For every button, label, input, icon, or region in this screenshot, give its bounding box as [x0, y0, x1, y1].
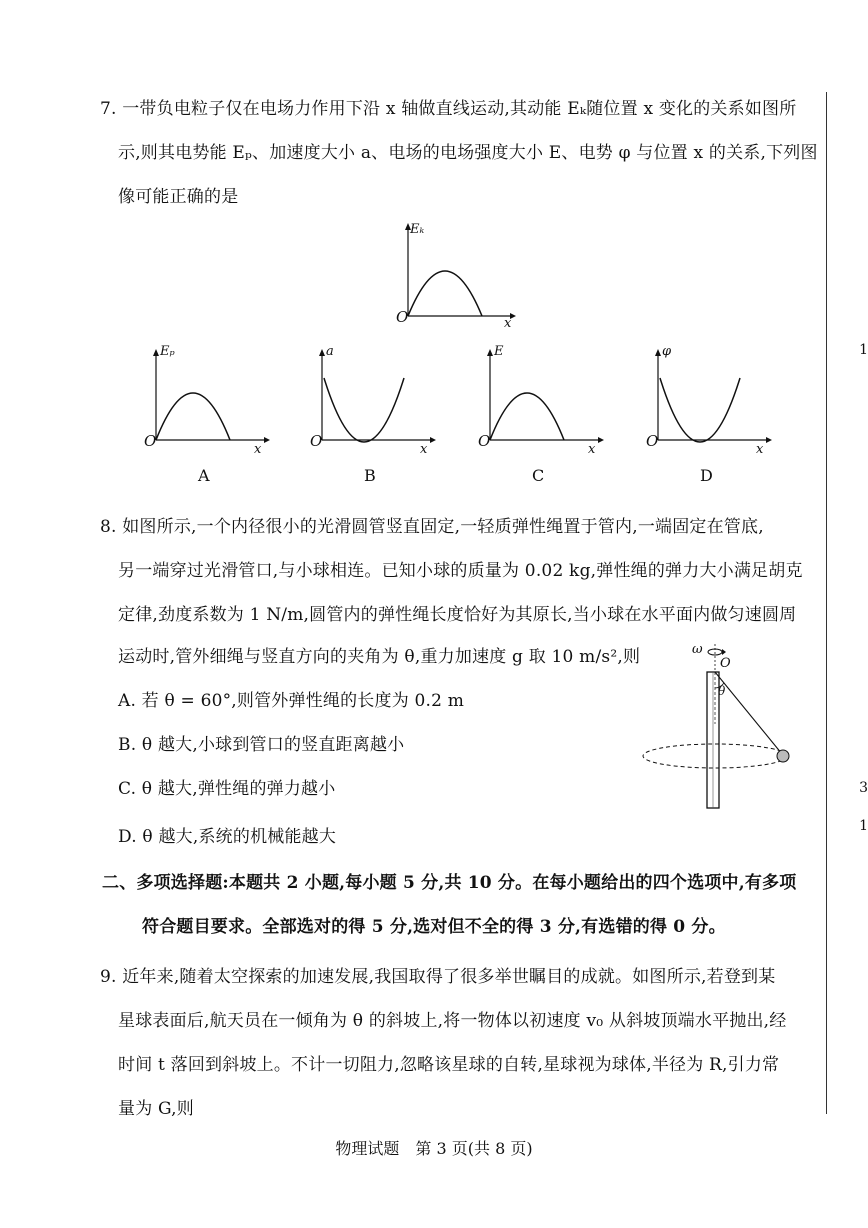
option-xlabel: x — [420, 442, 428, 457]
q8-option-a: A. 若 θ = 60°,则管外弹性绳的长度为 0.2 m — [118, 691, 465, 711]
option-letter-c: C — [532, 466, 545, 485]
section2-heading-line2: 符合题目要求。全部选对的得 5 分,选对但不全的得 3 分,有选错的得 0 分。 — [142, 917, 726, 937]
edge-mark: 1 — [859, 342, 868, 358]
option-graph-a — [140, 346, 272, 450]
tube-figure — [636, 644, 796, 814]
curve-arch — [156, 393, 230, 440]
option-letter-b: B — [364, 466, 376, 485]
option-ylabel: E — [494, 344, 504, 359]
option-ylabel: Eₚ — [160, 344, 175, 359]
page-footer: 物理试题 第 3 页(共 8 页) — [335, 1139, 533, 1158]
option-xlabel: x — [756, 442, 764, 457]
option-graph-d — [642, 346, 774, 450]
q8-line4: 运动时,管外细绳与竖直方向的夹角为 θ,重力加速度 g 取 10 m/s²,则 — [118, 647, 641, 667]
curve-arch — [490, 393, 564, 440]
q9-line3: 时间 t 落回到斜坡上。不计一切阻力,忽略该星球的自转,星球视为球体,半径为 R,引力常 — [118, 1055, 780, 1075]
curve-valley — [324, 378, 404, 442]
option-origin: O — [310, 432, 323, 450]
q8-line1: 8. 如图所示,一个内径很小的光滑圆管竖直固定,一轻质弹性绳置于管内,一端固定在管底, — [100, 517, 764, 537]
edge-mark: 1 — [859, 818, 868, 834]
q8-line3: 定律,劲度系数为 1 N/m,圆管内的弹性绳长度恰好为其原长,当小球在水平面内做匀速圆周 — [118, 605, 797, 625]
edge-mark: 3 — [859, 780, 868, 796]
q9-line2: 星球表面后,航天员在一倾角为 θ 的斜坡上,将一物体以初速度 v₀ 从斜坡顶端水平抛出,经 — [118, 1011, 787, 1031]
option-xlabel: x — [588, 442, 596, 457]
ek-origin: O — [396, 308, 409, 326]
q8-line2: 另一端穿过光滑管口,与小球相连。已知小球的质量为 0.02 kg,弹性绳的弹力大小满足胡克 — [118, 561, 803, 581]
q9-line1: 9. 近年来,随着太空探索的加速发展,我国取得了很多举世瞩目的成就。如图所示,若登到某 — [100, 967, 776, 987]
q7-line1: 7. 一带负电粒子仅在电场力作用下沿 x 轴做直线运动,其动能 Eₖ随位置 x 变化的关系如图所 — [100, 99, 797, 119]
ek-ylabel: Eₖ — [410, 222, 425, 237]
option-letter-d: D — [700, 466, 713, 485]
q7-line3: 像可能正确的是 — [118, 187, 239, 207]
q8-option-d: D. θ 越大,系统的机械能越大 — [118, 827, 337, 847]
option-ylabel: a — [326, 344, 334, 359]
section2-heading-line1: 二、多项选择题:本题共 2 小题,每小题 5 分,共 10 分。在每小题给出的四个选项中,有多项 — [102, 873, 797, 893]
option-origin: O — [478, 432, 491, 450]
q8-option-b: B. θ 越大,小球到管口的竖直距离越小 — [118, 735, 405, 755]
ek-xlabel: x — [504, 316, 512, 331]
omega-label: ω — [692, 642, 703, 657]
option-origin: O — [646, 432, 659, 450]
option-origin: O — [144, 432, 157, 450]
q7-line2: 示,则其电势能 Eₚ、加速度大小 a、电场的电场强度大小 E、电势 φ 与位置 x 的关系,下列图 — [118, 143, 818, 163]
option-letter-a: A — [198, 466, 210, 485]
margin-rule — [826, 92, 827, 1114]
curve-valley — [660, 378, 740, 442]
theta-label: θ — [718, 684, 726, 698]
option-graph-c — [474, 346, 606, 450]
option-ylabel: φ — [662, 344, 672, 359]
q8-option-c: C. θ 越大,弹性绳的弹力越小 — [118, 779, 336, 799]
pivot-label: O — [720, 656, 731, 671]
option-graph-b — [306, 346, 438, 450]
option-xlabel: x — [254, 442, 262, 457]
q9-line4: 量为 G,则 — [118, 1099, 194, 1119]
